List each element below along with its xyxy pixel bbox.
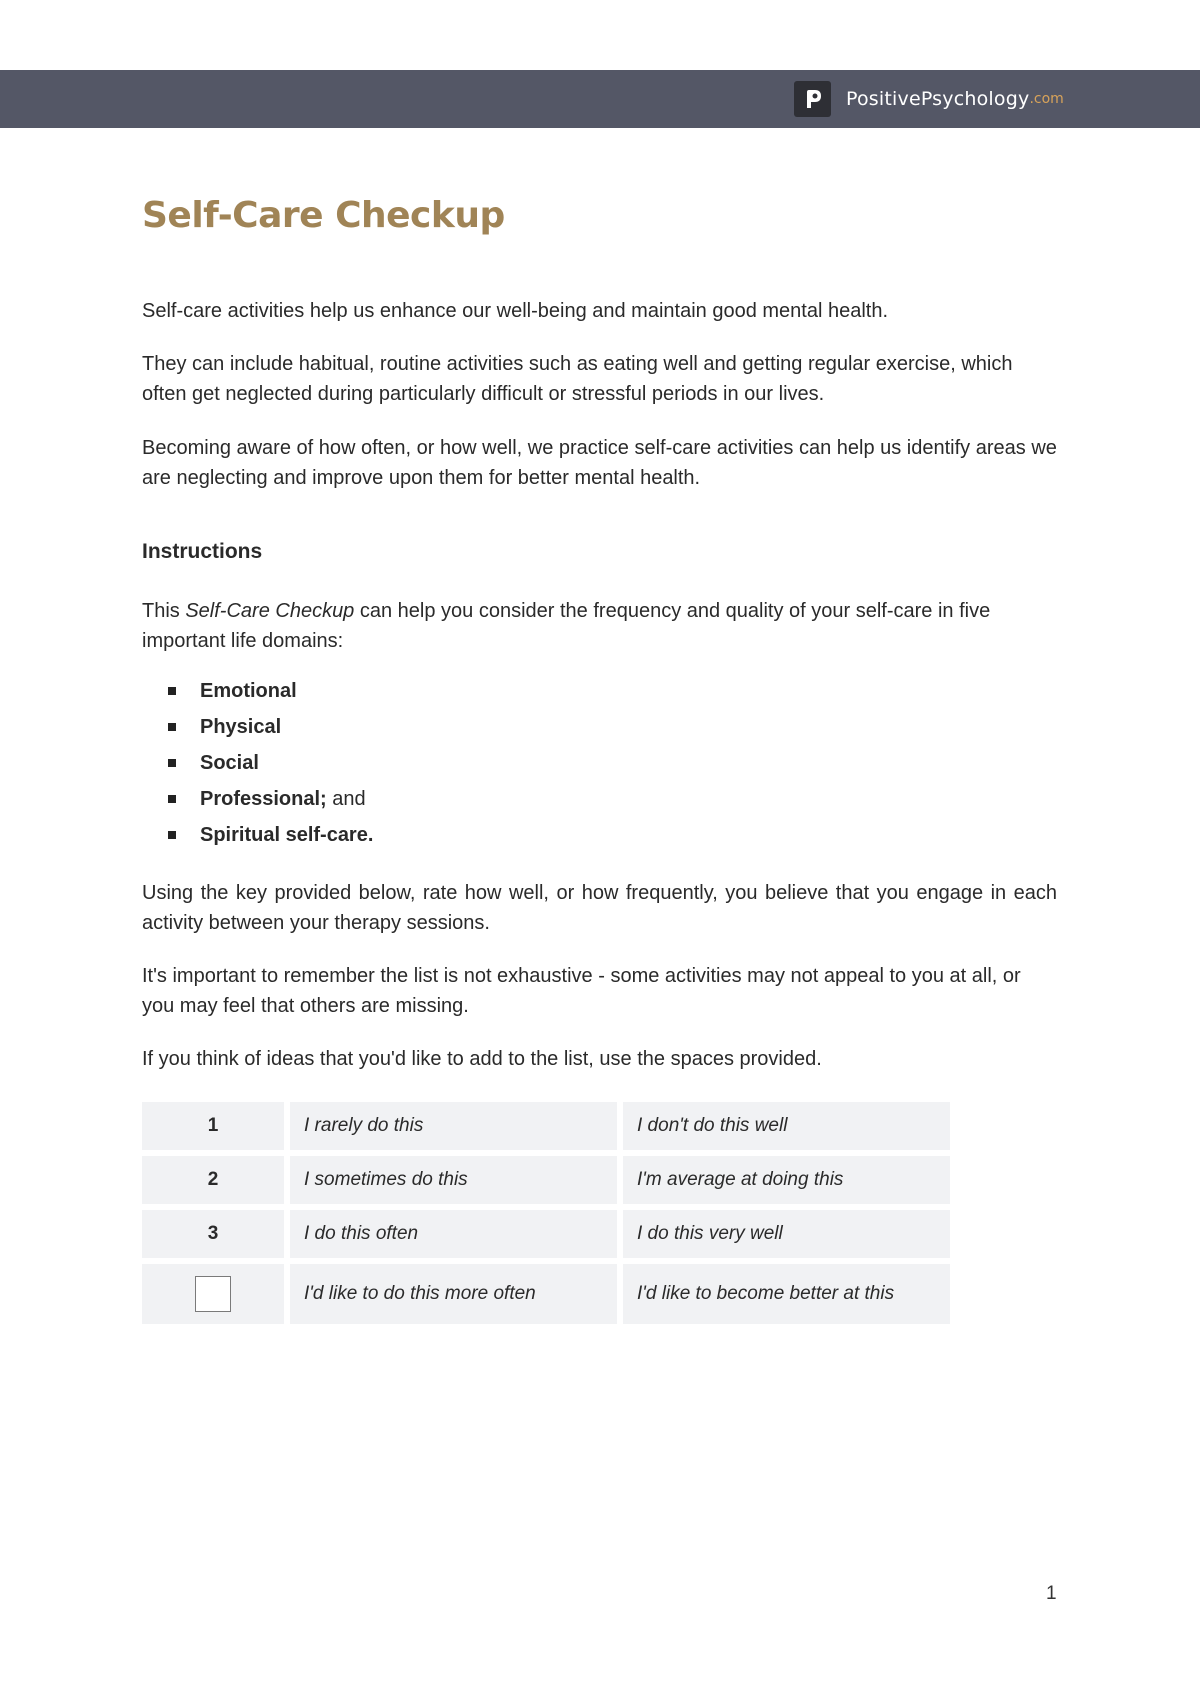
- key-marker: 1: [142, 1102, 284, 1150]
- domain-label: Professional;: [200, 788, 327, 810]
- table-row: [142, 1156, 950, 1204]
- instructions-text-before: This: [142, 600, 186, 622]
- instructions-emphasis: Self-Care Checkup: [185, 600, 355, 622]
- p-logo-icon: [794, 81, 831, 117]
- exhaustive-note-paragraph: It's important to remember the list is not exhaustive - some activities may not appeal to you at all, or you may feel that others are missing.: [142, 965, 1021, 1017]
- bullet-icon: [168, 759, 176, 767]
- key-frequency: I rarely do this: [290, 1102, 617, 1150]
- rating-key-table: [136, 1096, 956, 1330]
- page-title: Self-Care Checkup: [142, 195, 505, 236]
- domain-label: Physical: [200, 716, 282, 738]
- instructions-heading: Instructions: [142, 540, 263, 563]
- key-quality: I don't do this well: [623, 1102, 950, 1150]
- bullet-icon: [168, 795, 176, 803]
- key-marker: 3: [142, 1210, 284, 1258]
- bullet-icon: [168, 687, 176, 695]
- checkbox-icon: [195, 1276, 231, 1312]
- bullet-icon: [168, 831, 176, 839]
- key-quality: I'm average at doing this: [623, 1156, 950, 1204]
- key-quality: I do this very well: [623, 1210, 950, 1258]
- key-marker: 2: [142, 1156, 284, 1204]
- brand-domain: .com: [1029, 91, 1064, 107]
- header-bar: [0, 70, 1200, 128]
- intro-paragraph-1: Self-care activities help us enhance our well-being and maintain good mental health.: [142, 300, 889, 322]
- key-frequency: I sometimes do this: [290, 1156, 617, 1204]
- brand-logo-link[interactable]: [794, 81, 1064, 117]
- page-number: 1: [1046, 1583, 1057, 1604]
- domain-suffix: and: [326, 788, 366, 810]
- key-quality: I'd like to become better at this: [623, 1264, 950, 1324]
- brand-name: PositivePsychology: [846, 88, 1030, 110]
- key-frequency: I'd like to do this more often: [290, 1264, 617, 1324]
- intro-paragraph-2: They can include habitual, routine activities such as eating well and getting regular exercise, which often get neglected during particularly difficult or stressful periods in our lives.: [142, 353, 1013, 405]
- bullet-icon: [168, 723, 176, 731]
- domain-label: Emotional: [200, 680, 297, 702]
- list-item: [142, 745, 373, 781]
- list-item: [142, 781, 373, 817]
- domain-list: [142, 673, 373, 853]
- table-row: [142, 1210, 950, 1258]
- key-checkbox-cell: [142, 1264, 284, 1324]
- list-item: [142, 709, 373, 745]
- list-item: [142, 817, 373, 853]
- table-row: [142, 1102, 950, 1150]
- domain-label: Social: [200, 752, 259, 774]
- instructions-paragraph: [142, 596, 1057, 656]
- table-row: [142, 1264, 950, 1324]
- key-frequency: I do this often: [290, 1210, 617, 1258]
- domain-label: Spiritual self-care.: [200, 824, 374, 846]
- add-ideas-paragraph: If you think of ideas that you'd like to add to the list, use the spaces provided.: [142, 1048, 822, 1070]
- rating-instructions-paragraph: Using the key provided below, rate how well, or how frequently, you believe that you engage in each activity between your therapy sessions.: [142, 882, 1057, 934]
- instructions-text-after: can help you consider the frequency and quality of your self-care in five important life domains:: [142, 600, 991, 652]
- list-item: [142, 673, 373, 709]
- intro-paragraph-3: Becoming aware of how often, or how well, we practice self-care activities can help us identify areas we are neglecting and improve upon them for better mental health.: [142, 437, 1057, 489]
